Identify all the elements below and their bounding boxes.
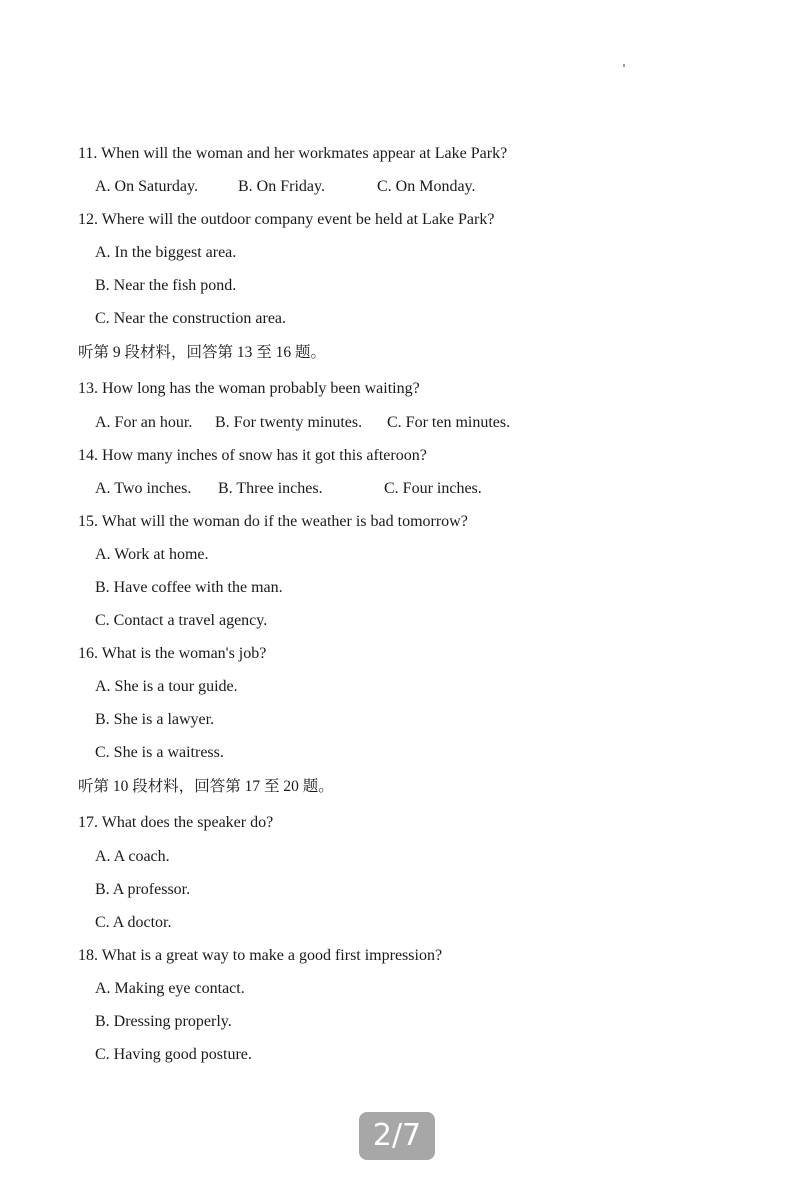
scan-speck <box>623 64 625 67</box>
option-15c: C. Contact a travel agency. <box>95 612 268 629</box>
option-17b: B. A professor. <box>95 881 191 898</box>
option-18c: C. Having good posture. <box>95 1046 252 1063</box>
option-13a: A. For an hour. <box>95 414 193 431</box>
question-17: 17. What does the speaker do? <box>78 814 274 831</box>
page-indicator: 2/7 <box>359 1112 435 1160</box>
question-18: 18. What is a great way to make a good first impression? <box>78 947 443 964</box>
question-13: 13. How long has the woman probably been waiting? <box>78 380 420 397</box>
option-17a: A. A coach. <box>95 848 170 865</box>
option-13b: B. For twenty minutes. <box>215 414 363 431</box>
option-18a: A. Making eye contact. <box>95 980 245 997</box>
option-16b: B. She is a lawyer. <box>95 711 215 728</box>
option-16a: A. She is a tour guide. <box>95 678 238 695</box>
option-11b: B. On Friday. <box>238 178 325 195</box>
section-instruction-9: 听第 9 段材料，回答第 13 至 16 题。 <box>78 344 327 361</box>
option-16c: C. She is a waitress. <box>95 744 224 761</box>
section-instruction-10: 听第 10 段材料，回答第 17 至 20 题。 <box>78 778 334 795</box>
option-15a: A. Work at home. <box>95 546 209 563</box>
option-17c: C. A doctor. <box>95 914 172 931</box>
question-11: 11. When will the woman and her workmates appear at Lake Park? <box>78 145 508 162</box>
option-11c: C. On Monday. <box>377 178 476 195</box>
question-16: 16. What is the woman's job? <box>78 645 267 662</box>
question-14: 14. How many inches of snow has it got this afteroon? <box>78 447 427 464</box>
question-15: 15. What will the woman do if the weather is bad tomorrow? <box>78 513 468 530</box>
option-18b: B. Dressing properly. <box>95 1013 232 1030</box>
option-15b: B. Have coffee with the man. <box>95 579 283 596</box>
question-12: 12. Where will the outdoor company event be held at Lake Park? <box>78 211 495 228</box>
option-12a: A. In the biggest area. <box>95 244 237 261</box>
option-14b: B. Three inches. <box>218 480 323 497</box>
option-12b: B. Near the fish pond. <box>95 277 237 294</box>
option-13c: C. For ten minutes. <box>387 414 511 431</box>
option-14c: C. Four inches. <box>384 480 482 497</box>
option-11a: A. On Saturday. <box>95 178 198 195</box>
option-12c: C. Near the construction area. <box>95 310 287 327</box>
option-14a: A. Two inches. <box>95 480 192 497</box>
